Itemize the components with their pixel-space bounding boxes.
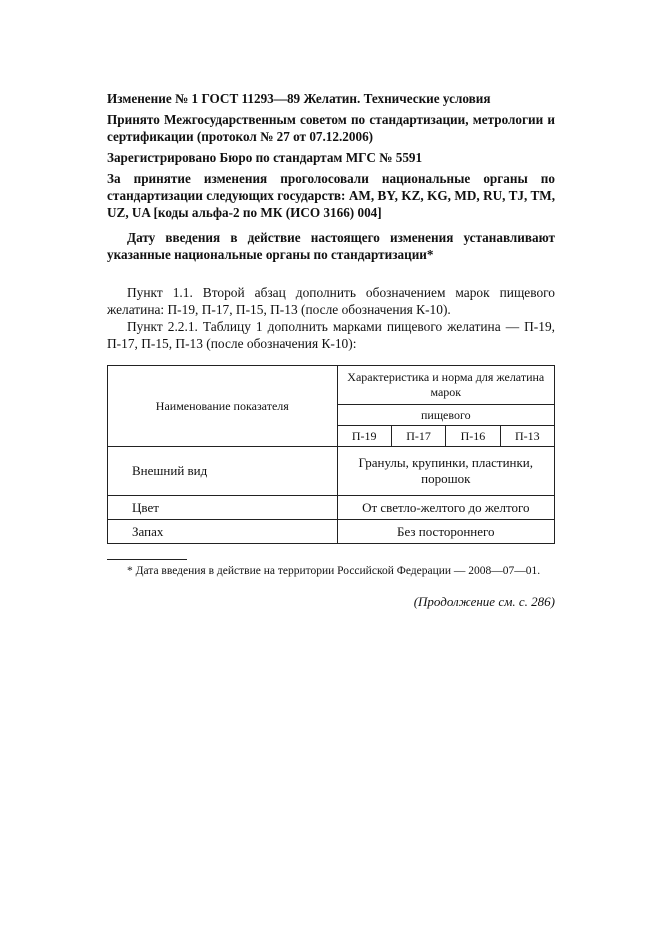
row-name: Запах [108, 520, 338, 544]
document-page [107, 90, 555, 610]
registration: Зарегистрировано Бюро по стандартам МГС № 5591 [107, 150, 423, 165]
grade-header: П-16 [446, 426, 500, 447]
footnote: * Дата введения в действие на территории Российской Федерации — 2008—07—01. [127, 565, 541, 577]
grade-header: П-13 [500, 426, 554, 447]
paragraph-1: Пункт 1.1. Второй абзац дополнить обозначением марок пищевого желатина: П-19, П-17, П-15, П-13 (после обозначения К-10). [107, 285, 555, 317]
table-row [108, 496, 555, 520]
row-value: Без постороннего [337, 520, 554, 544]
grade-header: П-17 [391, 426, 445, 447]
voting-states: За принятие изменения проголосовали национальные органы по стандартизации следующих государств: AM, BY, KZ, KG, MD, RU, TJ, TM, UZ, UA [коды альфа-2 по МК (ИСО 3166) 004] [107, 171, 555, 220]
row-name: Внешний вид [108, 447, 338, 496]
adopted-by: Принято Межгосударственным советом по стандартизации, метрологии и сертификации (протокол № 27 от 07.12.2006) [107, 112, 555, 144]
table-row [108, 520, 555, 544]
effective-date-note: Дату введения в действие настоящего изменения устанавливают указанные национальные органы по стандартизации* [107, 230, 555, 262]
row-name: Цвет [108, 496, 338, 520]
footnote-divider [107, 559, 187, 560]
grade-header: П-19 [337, 426, 391, 447]
amendment-title: Изменение № 1 ГОСТ 11293—89 Желатин. Технические условия [107, 91, 491, 106]
table-row [108, 447, 555, 496]
row-value: Гранулы, крупинки, пластинки, порошок [337, 447, 554, 496]
row-value: От светло-желтого до желтого [337, 496, 554, 520]
column-header-characteristic: Характеристика и норма для желатина марок [337, 366, 554, 405]
continuation-note: (Продолжение см. с. 286) [413, 594, 555, 609]
column-subheader-food: пищевого [337, 405, 554, 426]
column-header-name: Наименование показателя [108, 366, 338, 447]
grades-table [107, 365, 555, 544]
paragraph-2: Пункт 2.2.1. Таблицу 1 дополнить марками пищевого желатина — П-19, П-17, П-15, П-13 (после обозначения К-10): [107, 319, 555, 351]
